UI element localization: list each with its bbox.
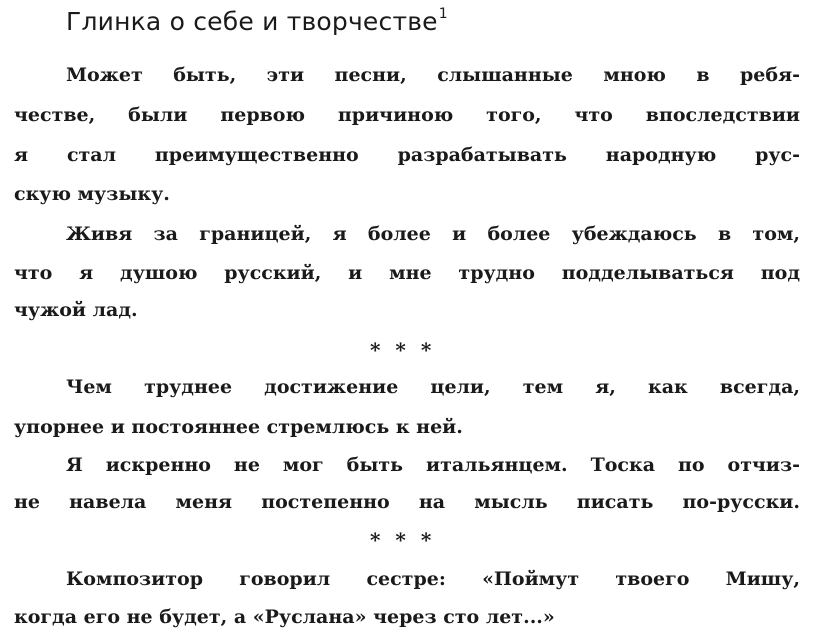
paragraph-4-line-1: Я искренно не мог быть итальянцем. Тоска по отчиз-	[66, 454, 800, 476]
footnote-marker: 1	[438, 6, 448, 22]
section-separator: * * *	[370, 528, 436, 552]
paragraph-3-line-2: упорнее и постояннее стремлюсь к ней.	[14, 416, 463, 438]
paragraph-2-line-1: Живя за границей, я более и более убеждаюсь в том,	[66, 223, 800, 245]
paragraph-5-line-1: Композитор говорил сестре: «Поймут твоего Мишу,	[66, 568, 800, 590]
page-title	[66, 6, 448, 36]
paragraph-1-line-4: скую музыку.	[14, 183, 170, 205]
paragraph-1-line-3: я стал преимущественно разрабатывать народную рус-	[14, 144, 800, 166]
title-text: Глинка о себе и творчестве	[66, 7, 438, 36]
paragraph-1-line-2: честве, были первою причиною того, что впоследствии	[14, 104, 800, 126]
paragraph-5-line-2: когда его не будет, а «Руслана» через сто лет...»	[14, 606, 555, 628]
paragraph-3-line-1: Чем труднее достижение цели, тем я, как всегда,	[66, 376, 800, 398]
paragraph-1-line-1: Может быть, эти песни, слышанные мною в ребя-	[66, 64, 800, 86]
section-separator: * * *	[370, 338, 436, 362]
paragraph-2-line-3: чужой лад.	[14, 299, 138, 321]
paragraph-2-line-2: что я душою русский, и мне трудно подделываться под	[14, 262, 800, 284]
paragraph-4-line-2: не навела меня постепенно на мысль писать по-русски.	[14, 491, 800, 513]
